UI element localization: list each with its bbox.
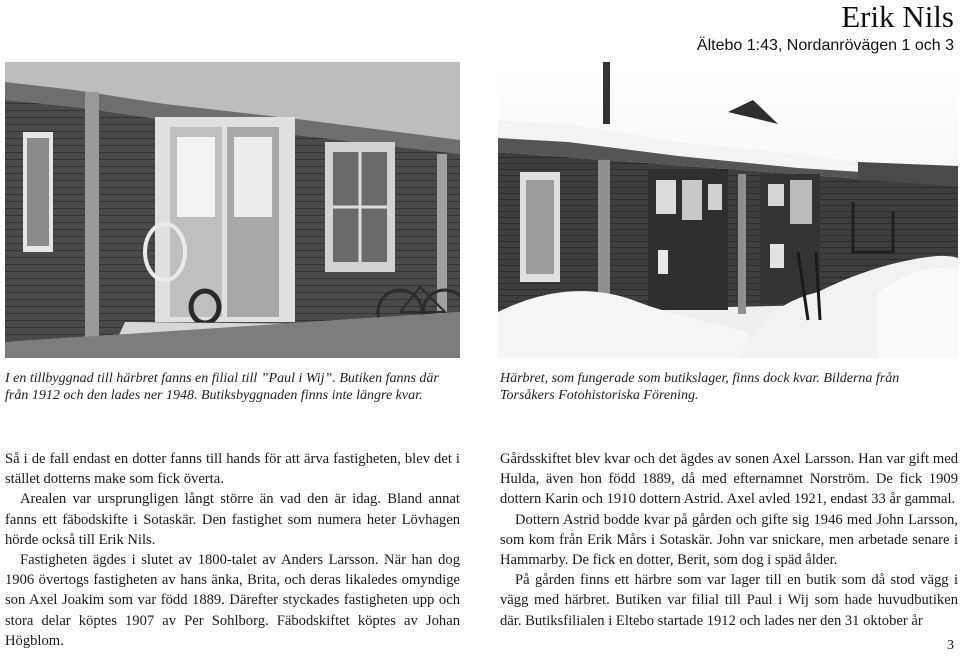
storehouse-photo [498, 62, 958, 358]
body-column-left [5, 449, 460, 651]
photo-caption-right: Härbret, som fungerade som butikslager, finns dock kvar. Bilderna från Torsåkers Fotohistoriska Förening. [500, 371, 900, 403]
page-number: 3 [947, 638, 954, 653]
body-paragraph: Dottern Astrid bodde kvar på gården och gifte sig 1946 med John Larsson, som kom från Erik Mårs i Sotaskär. John var snickare, men arbetade senare i Hammarby. De fick en dotter, Berit, som dog i späd ålder. [500, 511, 958, 569]
page-subtitle: Ältebo 1:43, Nordanrövägen 1 och 3 [696, 37, 954, 54]
body-column-right [500, 449, 958, 631]
body-paragraph: Så i de fall endast en dotter fanns till hands för att ärva fastigheten, blev det i stället dotterns make som fick överta. [5, 451, 460, 488]
body-paragraph: Arealen var ursprungligen långt större än vad den är idag. Bland annat fanns ett fäbodskifte i Sotaskär. Den fastighet som numera heter Lövhagen hörde också till Erik Nils. [5, 491, 460, 548]
body-paragraph: Fastigheten ägdes i slutet av 1800-talet av Anders Larsson. När han dog 1906 övertogs fastigheten av hans änka, Brita, och deras likaledes omyndige son Axel Joakim som var född 1889. Därefter styckades fastigheten upp och stora delar köptes 1907 av Per Sohlborg. Fäbodskiftet köptes av Johan Högblom. [5, 552, 460, 649]
shop-building-photo [5, 62, 460, 358]
photo-caption-left: I en tillbyggnad till härbret fanns en filial till ”Paul i Wij”. Butiken fanns där från 1912 och den lades ner 1948. Butiksbyggnaden finns inte längre kvar. [5, 371, 439, 403]
photo-storehouse-snow [498, 62, 958, 358]
page-title: Erik Nils [841, 0, 954, 34]
body-paragraph: Gårdsskiftet blev kvar och det ägdes av sonen Axel Larsson. Han var gift med Hulda, även hon född 1889, då med efternamnet Norström. De fick 1909 dottern Karin och 1910 dottern Astrid. Axel avled 1921, endast 33 år gammal. [500, 451, 958, 508]
page-header [697, 0, 954, 56]
photo-shop-building [5, 62, 460, 358]
body-paragraph: På gården finns ett härbre som var lager till en butik som då stod vägg i vägg med härbret. Butiken var filial till Paul i Wij som hade huvudbutiken där. Butiksfilialen i Eltebo startade 1912 och lades ner den 31 oktober år [500, 572, 958, 629]
